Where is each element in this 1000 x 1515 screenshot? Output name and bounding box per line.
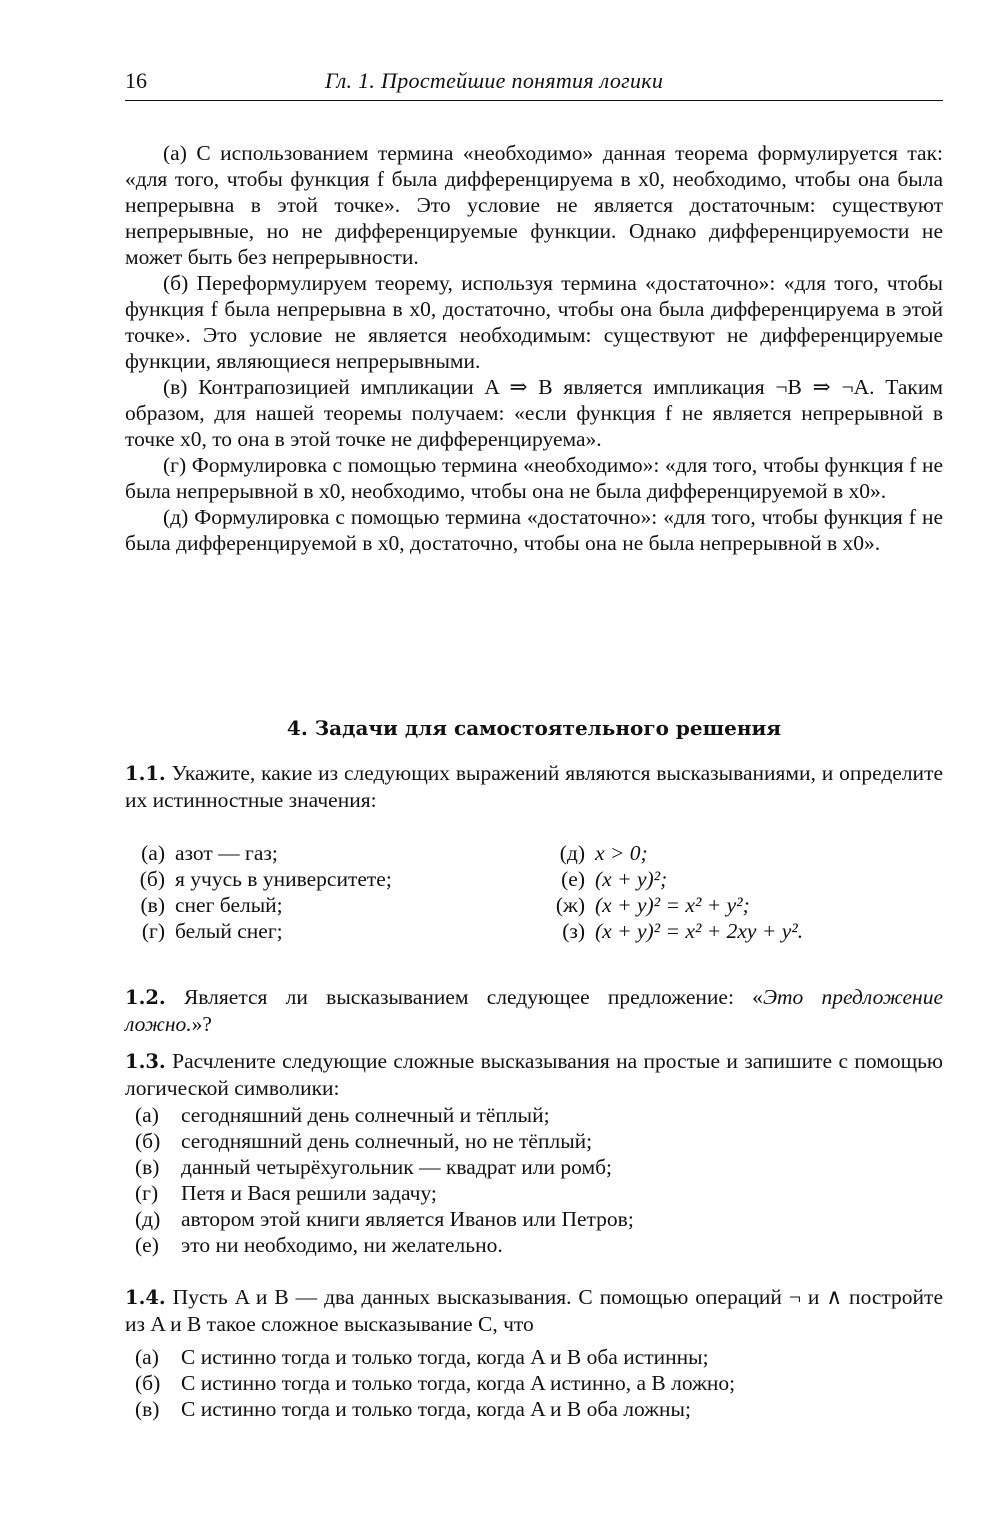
- list-item: (д) автором этой книги является Иванов или Петров;: [135, 1207, 634, 1231]
- solution-a: (а) С использованием термина «необходимо» данная теорема формулируется так: «для того, чтобы функция f была дифференцируема в x0, необходимо, чтобы она была непрерывна в этой точке». Это условие не является достаточным: существуют непрерывные, но не дифференцируемые функции. Однако дифференцируемости не может быть без непрерывности.: [125, 141, 943, 269]
- list-item: (б) сегодняшний день солнечный, но не тёплый;: [135, 1129, 593, 1153]
- list-item: (а) C истинно тогда и только тогда, когда A и B оба истинны;: [135, 1345, 709, 1369]
- solution-v: (в) Контрапозицией импликации A ⇒ B является импликация ¬B ⇒ ¬A. Таким образом, для нашей теоремы получаем: «если функция f не является непрерывной в точке x0, то она в этой точке не дифференцируема».: [125, 375, 943, 451]
- problem-number: 1.4.: [125, 1286, 166, 1309]
- list-item: (б) я учусь в университете;: [139, 867, 392, 891]
- solution-d: (д) Формулировка с помощью термина «достаточно»: «для того, чтобы функция f не была дифференцируемой в x0, достаточно, чтобы она не была непрерывной в x0».: [125, 505, 943, 555]
- list-item: (е) (x + y)²;: [561, 867, 668, 891]
- list-item: (в) данный четырёхугольник — квадрат или ромб;: [135, 1155, 613, 1179]
- list-item: (е) это ни необходимо, ни желательно.: [135, 1233, 503, 1257]
- problem-1-4: [125, 1284, 943, 1337]
- problem-1-1: [125, 760, 943, 813]
- solution-g: (г) Формулировка с помощью термина «необходимо»: «для того, чтобы функция f не была непрерывной в x0, необходимо, чтобы она не была дифференцируемой в x0».: [125, 453, 943, 503]
- page-number: 16: [125, 68, 147, 93]
- quoted-sentence: Это предложение ложно.: [125, 985, 943, 1036]
- problem-1-1-left-column: [125, 840, 392, 944]
- running-title: Гл. 1. Простейшие понятия логики: [325, 68, 664, 93]
- problem-number: 1.3.: [125, 1050, 166, 1073]
- list-item: (д) x > 0;: [559, 841, 648, 865]
- problem-text: Пусть A и B — два данных высказывания. С помощью операций ¬ и ∧ постройте из A и B такое сложное высказывание C, что: [125, 1285, 943, 1336]
- solutions-block: [125, 140, 943, 556]
- problem-1-3-list: [135, 1102, 634, 1258]
- list-item: (в) C истинно тогда и только тогда, когда A и B оба ложны;: [135, 1397, 691, 1421]
- list-item: (а) азот — газ;: [141, 841, 278, 865]
- problem-text: Расчлените следующие сложные высказывания на простые и запишите с помощью логической символики:: [125, 1049, 943, 1100]
- problem-1-4-list: [135, 1344, 735, 1422]
- problem-1-1-right-column: [545, 840, 803, 944]
- list-item: (б) C истинно тогда и только тогда, когда A истинно, а B ложно;: [135, 1371, 736, 1395]
- problem-1-3: [125, 1048, 943, 1101]
- problem-number: 1.1.: [125, 762, 166, 785]
- list-item: (г) белый снег;: [141, 919, 283, 943]
- list-item: (а) сегодняшний день солнечный и тёплый;: [135, 1103, 550, 1127]
- section-title: 4. Задачи для самостоятельного решения: [286, 716, 782, 740]
- list-item: (г) Петя и Вася решили задачу;: [135, 1181, 437, 1205]
- list-item: (в) снег белый;: [140, 893, 283, 917]
- page-header: [125, 66, 943, 101]
- problem-text: Укажите, какие из следующих выражений являются высказываниями, и определите их истинностные значения:: [125, 761, 944, 812]
- problem-1-2: 1.2. Является ли высказыванием следующее предложение: «Это предложение ложно.»?: [125, 985, 943, 1036]
- list-item: (ж) (x + y)² = x² + y²;: [555, 893, 750, 917]
- list-item: (з) (x + y)² = x² + 2xy + y².: [562, 919, 804, 943]
- solution-b: (б) Переформулируем теорему, используя термина «достаточно»: «для того, чтобы функция f была непрерывна в x0, достаточно, чтобы она была дифференцируема в этой точке». Это условие не является необходимым: существуют не дифференцируемые функции, являющиеся непрерывными.: [125, 271, 943, 373]
- problem-number: 1.2.: [125, 986, 166, 1009]
